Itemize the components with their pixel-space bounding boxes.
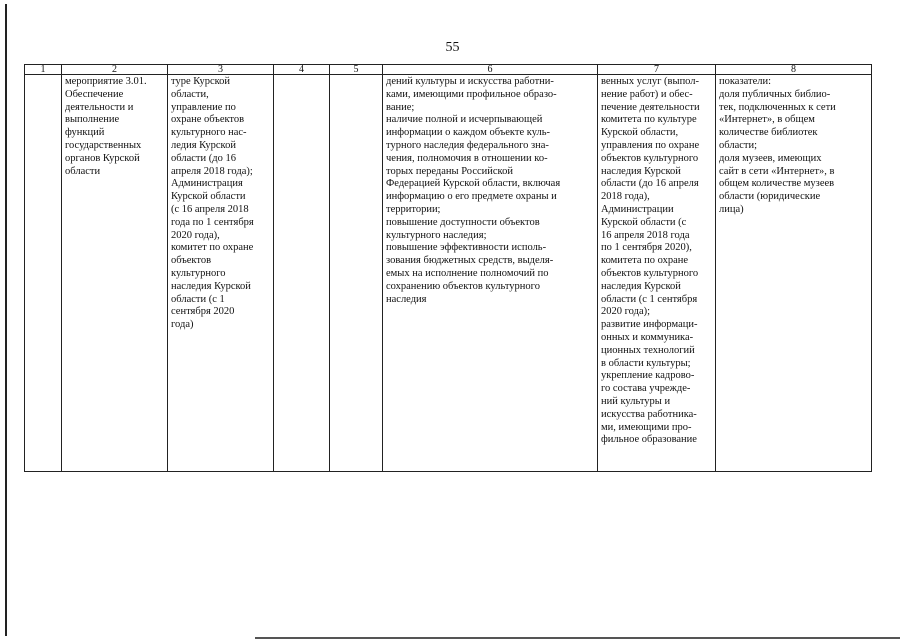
header-col-3: 3 xyxy=(168,65,274,75)
header-col-7: 7 xyxy=(598,65,716,75)
cell-col-1 xyxy=(25,75,62,472)
header-col-1: 1 xyxy=(25,65,62,75)
cell-col-3-executor: туре Курской области, управление по охране объектов культурного нас- ледия Курской области (до 16 апреля 2018 года); Администрация Курской области (с 16 апреля 2018 года по 1 сентября 2020 года), комитет по охране объектов культурного наследия Курской области (с 1 сентября 2020 года) xyxy=(168,75,274,472)
header-col-5: 5 xyxy=(330,65,383,75)
header-col-8: 8 xyxy=(716,65,872,75)
header-row xyxy=(25,65,872,75)
header-col-6: 6 xyxy=(383,65,598,75)
table-row xyxy=(25,75,872,472)
header-col-4: 4 xyxy=(274,65,330,75)
cell-col-5 xyxy=(330,75,383,472)
page-left-edge xyxy=(5,4,7,636)
page-bottom-edge xyxy=(255,637,900,639)
cell-col-6-result: дений культуры и искусства работни- ками, имеющими профильное образо- вание; наличие полной и исчерпывающей информации о каждом объекте куль- турного наследия федерального зна- чения, полномочия в отношении ко- торых переданы Российской Федерацией Курской области, включая информацию о его предмете охраны и территории; повышение доступности объектов культурного наследия; повышение эффективности исполь- зования бюджетных средств, выделя- емых на исполнение полномочий по сохранению объектов культурного наследия xyxy=(383,75,598,472)
cell-col-7-directions: венных услуг (выпол- нение работ) и обес- печение деятельности комитета по культуре Курской области, управления по охране объектов культурного наследия Курской области (до 16 апреля 2018 года), Администрации Курской области (с 16 апреля 2018 года по 1 сентября 2020), комитета по охране объектов культурного наследия Курской области (с 1 сентября 2020 года); развитие информаци- онных и коммуника- ционных технологий в области культуры; укрепление кадрово- го состава учрежде- ний культуры и искусства работника- ми, имеющими про- фильное образование xyxy=(598,75,716,472)
header-col-2: 2 xyxy=(62,65,168,75)
cell-col-2-activity: мероприятие 3.01. Обеспечение деятельности и выполнение функций государственных органов Курской области xyxy=(62,75,168,472)
cell-col-8-indicators: показатели: доля публичных библио- тек, подключенных к сети «Интернет», в общем количестве библиотек области; доля музеев, имеющих сайт в сети «Интернет», в общем количестве музеев области (юридические лица) xyxy=(716,75,872,472)
page-number: 55 xyxy=(445,40,460,55)
document-table xyxy=(24,64,872,472)
cell-col-4 xyxy=(274,75,330,472)
